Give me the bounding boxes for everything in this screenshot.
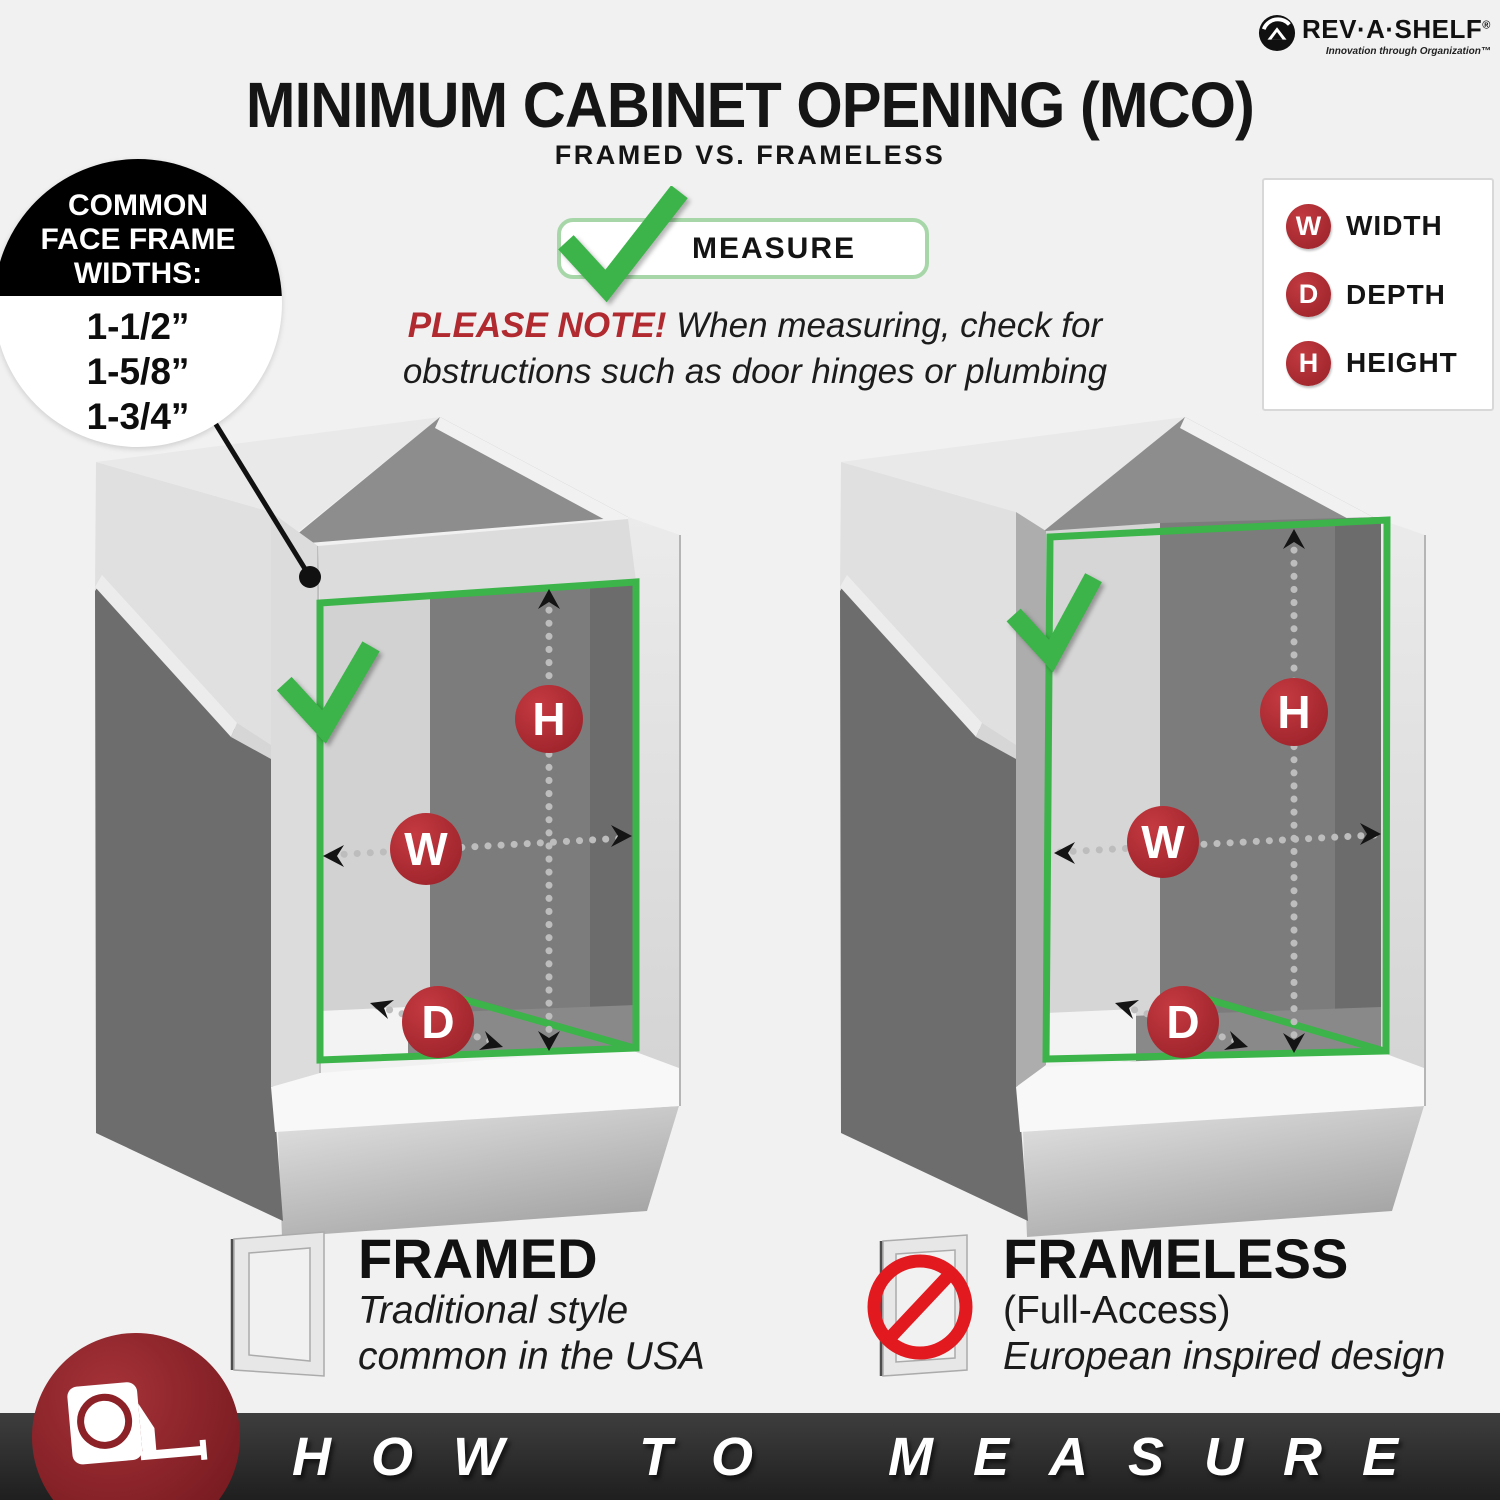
depth-label: DEPTH <box>1346 278 1446 310</box>
height-badge-icon: H <box>1277 686 1311 738</box>
face-frame-width-value: 1-3/4” <box>86 396 190 437</box>
logo-name <box>1302 14 1491 45</box>
depth-badge-icon: D <box>1286 272 1331 317</box>
depth-badge-icon: D <box>421 996 455 1048</box>
tape-measure-icon <box>60 1375 210 1485</box>
bubble-heading <box>0 159 282 296</box>
measure-check-icon <box>545 186 700 314</box>
height-badge-icon: H <box>1286 341 1331 386</box>
bubble-heading-line: FACE FRAME <box>40 223 236 256</box>
width-badge-icon: W <box>404 823 448 875</box>
face-frame-width-value: 1-5/8” <box>86 351 190 392</box>
cabinet-body <box>95 417 680 1237</box>
dimension-legend <box>1262 178 1494 411</box>
banner-text: HOW TO MEASURE <box>291 1426 1438 1487</box>
measure-button-label: MEASURE <box>691 231 856 265</box>
frameless-desc: European inspired design <box>1003 1335 1446 1378</box>
height-label: HEIGHT <box>1346 347 1458 378</box>
rev-a-shelf-logo-icon <box>1258 14 1296 52</box>
width-badge-icon: W <box>1141 816 1185 868</box>
width-label: WIDTH <box>1346 210 1443 241</box>
note-highlight: PLEASE NOTE! <box>407 306 667 345</box>
frameless-title: FRAMELESS <box>1003 1227 1349 1290</box>
frameless-caption <box>863 1227 1446 1380</box>
height-badge-icon: H <box>532 693 566 745</box>
legend-row-depth <box>1286 272 1492 317</box>
logo-name-text: REV·A·SHELF <box>1302 14 1483 44</box>
page-title: MINIMUM CABINET OPENING (MCO) <box>246 69 1254 141</box>
depth-badge-icon: D <box>1166 996 1200 1048</box>
framed-cabinet-illustration <box>85 415 685 1245</box>
legend-row-height <box>1286 341 1492 386</box>
frameless-subtitle: (Full-Access) <box>1003 1289 1231 1332</box>
framed-title: FRAMED <box>358 1227 598 1290</box>
note-line2: obstructions such as door hinges or plumbing <box>402 352 1108 391</box>
note-line1: When measuring, check for <box>666 306 1103 345</box>
legend-row-width <box>1286 204 1492 249</box>
framed-desc-line2: common in the USA <box>358 1335 705 1378</box>
page-subtitle: FRAMED VS. FRAMELESS <box>554 140 946 170</box>
frameless-cabinet-illustration <box>830 415 1430 1245</box>
face-frame-widths-bubble <box>0 159 282 447</box>
logo-registered-mark: ® <box>1482 19 1491 32</box>
framed-desc-line1: Traditional style <box>358 1289 629 1332</box>
bubble-heading-line: WIDTHS: <box>73 257 203 290</box>
no-frame-icon <box>863 1230 973 1380</box>
tape-measure-badge <box>32 1333 240 1500</box>
logo-tagline: Innovation through Organization™ <box>1325 46 1491 57</box>
frame-icon <box>228 1230 328 1380</box>
note-text <box>295 303 1215 395</box>
rev-a-shelf-logo <box>1258 14 1491 57</box>
framed-caption <box>228 1227 705 1380</box>
bubble-heading-line: COMMON <box>68 189 208 222</box>
face-frame-width-value: 1-1/2” <box>86 306 190 347</box>
width-badge-icon: W <box>1286 204 1331 249</box>
